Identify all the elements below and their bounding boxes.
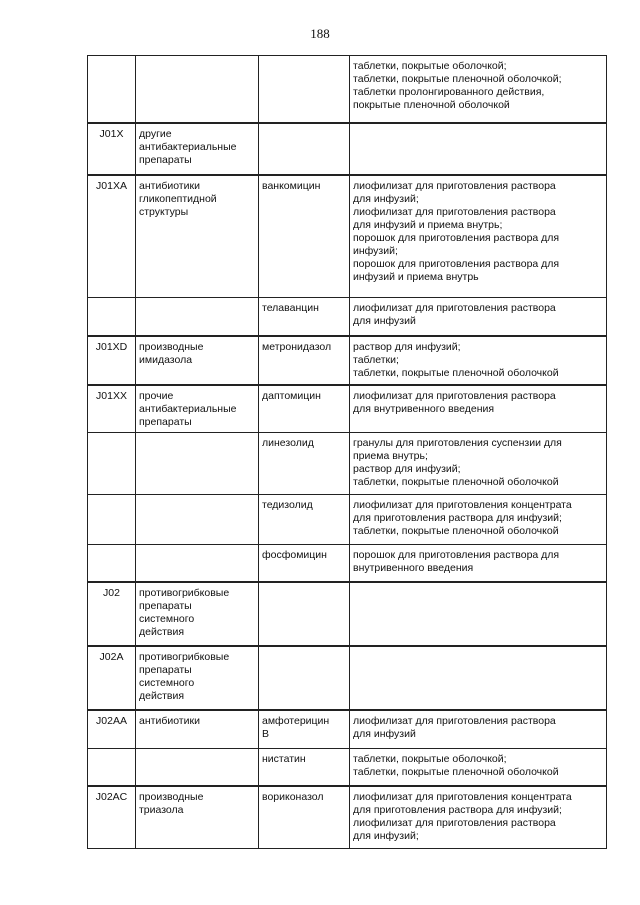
dosage-forms-cell: порошок для приготовления раствора для внутривенного введения xyxy=(350,544,607,582)
table-row xyxy=(88,544,607,582)
dosage-forms-cell: лиофилизат для приготовления раствора для инфузий xyxy=(350,298,607,336)
drug-name-cell xyxy=(259,123,350,175)
atc-code-cell: J01XX xyxy=(88,385,136,433)
group-name-cell xyxy=(136,748,259,786)
group-name-cell xyxy=(136,544,259,582)
group-name-cell: прочие антибактериальные препараты xyxy=(136,385,259,433)
table-row xyxy=(88,56,607,123)
dosage-forms-cell: раствор для инфузий; таблетки; таблетки, покрытые пленочной оболочкой xyxy=(350,336,607,385)
group-name-cell: производные триазола xyxy=(136,786,259,848)
atc-code-cell xyxy=(88,56,136,123)
drug-name-cell xyxy=(259,56,350,123)
drug-name-cell: тедизолид xyxy=(259,494,350,544)
atc-code-cell: J01XD xyxy=(88,336,136,385)
drug-name-cell: ванкомицин xyxy=(259,175,350,298)
atc-code-cell xyxy=(88,748,136,786)
group-name-cell: антибиотики xyxy=(136,710,259,748)
drug-name-cell: нистатин xyxy=(259,748,350,786)
drug-name-cell xyxy=(259,582,350,646)
drug-name-cell: даптомицин xyxy=(259,385,350,433)
group-name-cell xyxy=(136,298,259,336)
group-name-cell xyxy=(136,432,259,494)
drug-name-cell: фосфомицин xyxy=(259,544,350,582)
drug-name-cell xyxy=(259,646,350,710)
dosage-forms-cell: лиофилизат для приготовления раствора для инфузий xyxy=(350,710,607,748)
dosage-forms-cell xyxy=(350,123,607,175)
atc-code-cell: J02A xyxy=(88,646,136,710)
table-row xyxy=(88,582,607,646)
table-row xyxy=(88,175,607,298)
table-row xyxy=(88,748,607,786)
drug-name-cell: метронидазол xyxy=(259,336,350,385)
table-row xyxy=(88,385,607,433)
atc-code-cell: J02AC xyxy=(88,786,136,848)
table-row xyxy=(88,336,607,385)
group-name-cell: противогрибковые препараты системного действия xyxy=(136,582,259,646)
atc-code-cell xyxy=(88,494,136,544)
group-name-cell: другие антибактериальные препараты xyxy=(136,123,259,175)
table-row xyxy=(88,432,607,494)
table-row xyxy=(88,646,607,710)
table-row xyxy=(88,786,607,848)
dosage-forms-cell xyxy=(350,646,607,710)
atc-code-cell: J02 xyxy=(88,582,136,646)
drug-name-cell: линезолид xyxy=(259,432,350,494)
table-row xyxy=(88,710,607,748)
table-row xyxy=(88,494,607,544)
dosage-forms-cell: лиофилизат для приготовления концентрата для приготовления раствора для инфузий; таблетки, покрытые пленочной оболочкой xyxy=(350,494,607,544)
table-row xyxy=(88,298,607,336)
atc-code-cell: J01X xyxy=(88,123,136,175)
group-name-cell xyxy=(136,494,259,544)
atc-code-cell xyxy=(88,298,136,336)
dosage-forms-cell: гранулы для приготовления суспензии для приема внутрь; раствор для инфузий; таблетки, покрытые пленочной оболочкой xyxy=(350,432,607,494)
group-name-cell: противогрибковые препараты системного действия xyxy=(136,646,259,710)
drug-name-cell: телаванцин xyxy=(259,298,350,336)
dosage-forms-cell: лиофилизат для приготовления раствора для инфузий; лиофилизат для приготовления раствора для инфузий и приема внутрь; порошок для приготовления раствора для инфузий; порошок для приготовления раствора для инфузий и приема внутрь xyxy=(350,175,607,298)
drug-name-cell: амфотерицин B xyxy=(259,710,350,748)
atc-code-cell xyxy=(88,544,136,582)
dosage-forms-cell: лиофилизат для приготовления концентрата для приготовления раствора для инфузий; лиофилизат для приготовления раствора для инфузий; xyxy=(350,786,607,848)
group-name-cell: антибиотики гликопептидной структуры xyxy=(136,175,259,298)
atc-code-cell xyxy=(88,432,136,494)
drug-name-cell: вориконазол xyxy=(259,786,350,848)
drug-table xyxy=(87,55,607,849)
page-number: 188 xyxy=(310,26,330,41)
dosage-forms-cell: таблетки, покрытые оболочкой; таблетки, покрытые пленочной оболочкой xyxy=(350,748,607,786)
group-name-cell: производные имидазола xyxy=(136,336,259,385)
atc-code-cell: J01XA xyxy=(88,175,136,298)
dosage-forms-cell xyxy=(350,582,607,646)
table-row xyxy=(88,123,607,175)
atc-code-cell: J02AA xyxy=(88,710,136,748)
dosage-forms-cell: лиофилизат для приготовления раствора для внутривенного введения xyxy=(350,385,607,433)
group-name-cell xyxy=(136,56,259,123)
dosage-forms-cell: таблетки, покрытые оболочкой; таблетки, покрытые пленочной оболочкой; таблетки пролонгированного действия, покрытые пленочной оболочкой xyxy=(350,56,607,123)
